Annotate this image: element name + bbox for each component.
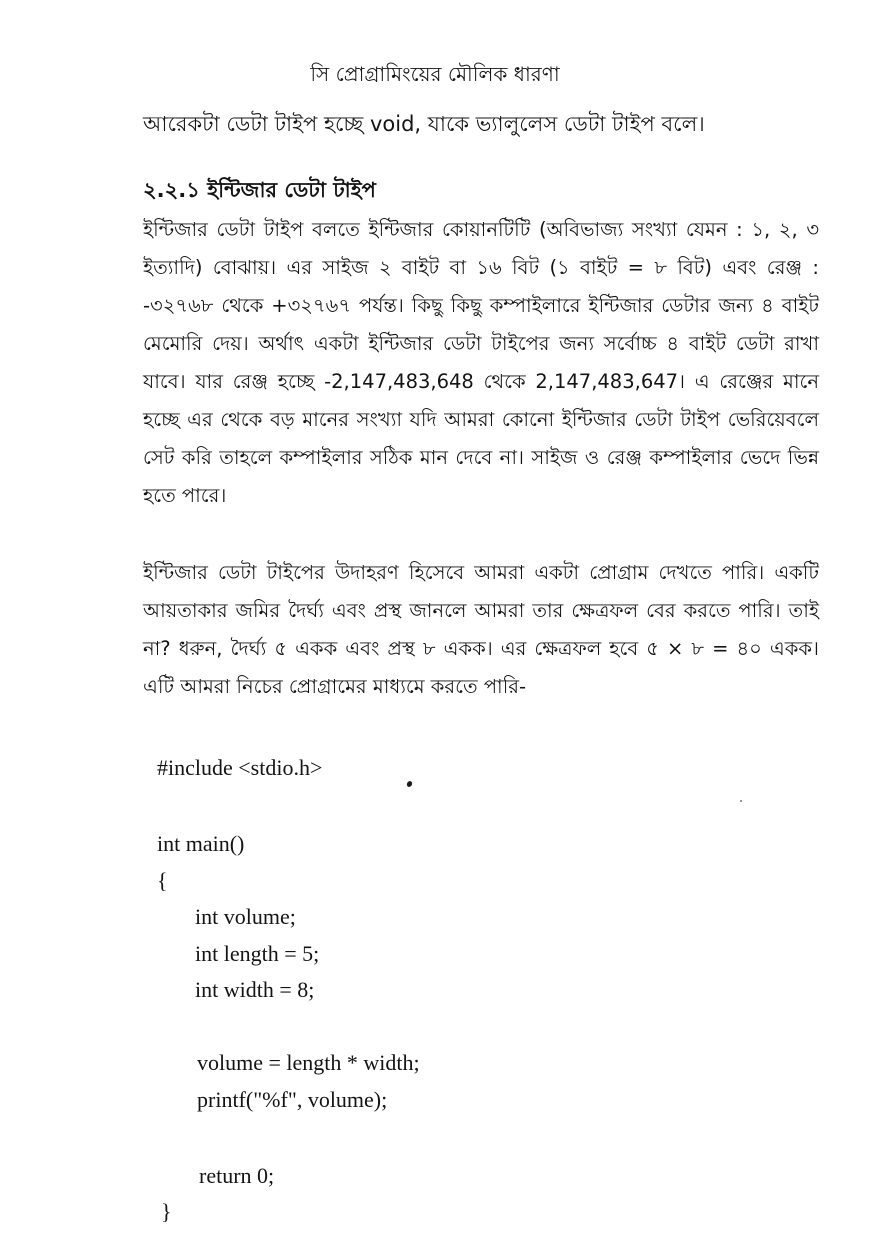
code-decl-width: int width = 8; — [195, 977, 315, 1002]
paragraph-integer-definition: ইন্টিজার ডেটা টাইপ বলতে ইন্টিজার কোয়ানটিটি (অবিভাজ্য সংখ্যা যেমন : ১, ২, ৩ ইত্যাদি) বোঝায়। এর সাইজ ২ বাইট বা ১৬ বিট (১ বাইট = ৮ বিট) এবং রেঞ্জ : -৩২৭৬৮ থেকে +৩২৭৬৭ পর্যন্ত। কিছু কিছু কম্পাইলারে ইন্টিজার ডেটার জন্য ৪ বাইট মেমোরি দেয়। অর্থাৎ একটা ইন্টিজার ডেটা টাইপের জন্য সর্বোচ্চ ৪ বাইট ডেটা রাখা যাবে। যার রেঞ্জ হচ্ছে -2,147,483,648 থেকে 2,147,483,647। এ রেঞ্জের মানে হচ্ছে এর থেকে বড় মানের সংখ্যা যদি আমরা কোনো ইন্টিজার ডেটা টাইপ ভেরিয়েবলে সেট করি তাহলে কম্পাইলার সঠিক মান দেবে না। সাইজ ও রেঞ্জ কম্পাইলার ভেদে ভিন্ন হতে পারে। — [143, 218, 819, 507]
ink-speck — [406, 780, 413, 788]
code-include: #include <stdio.h> — [157, 755, 323, 780]
dust-speck — [740, 800, 742, 802]
paragraph-example-intro: ইন্টিজার ডেটা টাইপের উদাহরণ হিসেবে আমরা একটা প্রোগ্রাম দেখতে পারি। একটি আয়তাকার জমির দৈর্ঘ্য এবং প্রস্থ জানলে আমরা তার ক্ষেত্রফল বের করতে পারি। তাই না? ধরুন, দৈর্ঘ্য ৫ একক এবং প্রস্থ ৮ একক। এর ক্ষেত্রফল হবে ৫ × ৮ = ৪০ একক। এটি আমরা নিচের প্রোগ্রামের মাধ্যমে করতে পারি- — [143, 561, 819, 698]
code-assign-volume: volume = length * width; — [197, 1050, 420, 1075]
section-heading: ২.২.১ ইন্টিজার ডেটা টাইপ — [143, 178, 376, 202]
code-decl-length: int length = 5; — [195, 941, 320, 966]
code-printf: printf("%f", volume); — [197, 1087, 388, 1112]
intro-line: আরেকটা ডেটা টাইপ হচ্ছে void, যাকে ভ্যালুলেস ডেটা টাইপ বলে। — [143, 112, 705, 136]
running-head: সি প্রোগ্রামিংয়ের মৌলিক ধারণা — [310, 62, 560, 86]
code-return: return 0; — [199, 1163, 275, 1188]
code-close-brace: } — [161, 1199, 172, 1224]
code-open-brace: { — [157, 868, 168, 893]
code-main-signature: int main() — [157, 831, 245, 856]
code-decl-volume: int volume; — [195, 904, 296, 929]
